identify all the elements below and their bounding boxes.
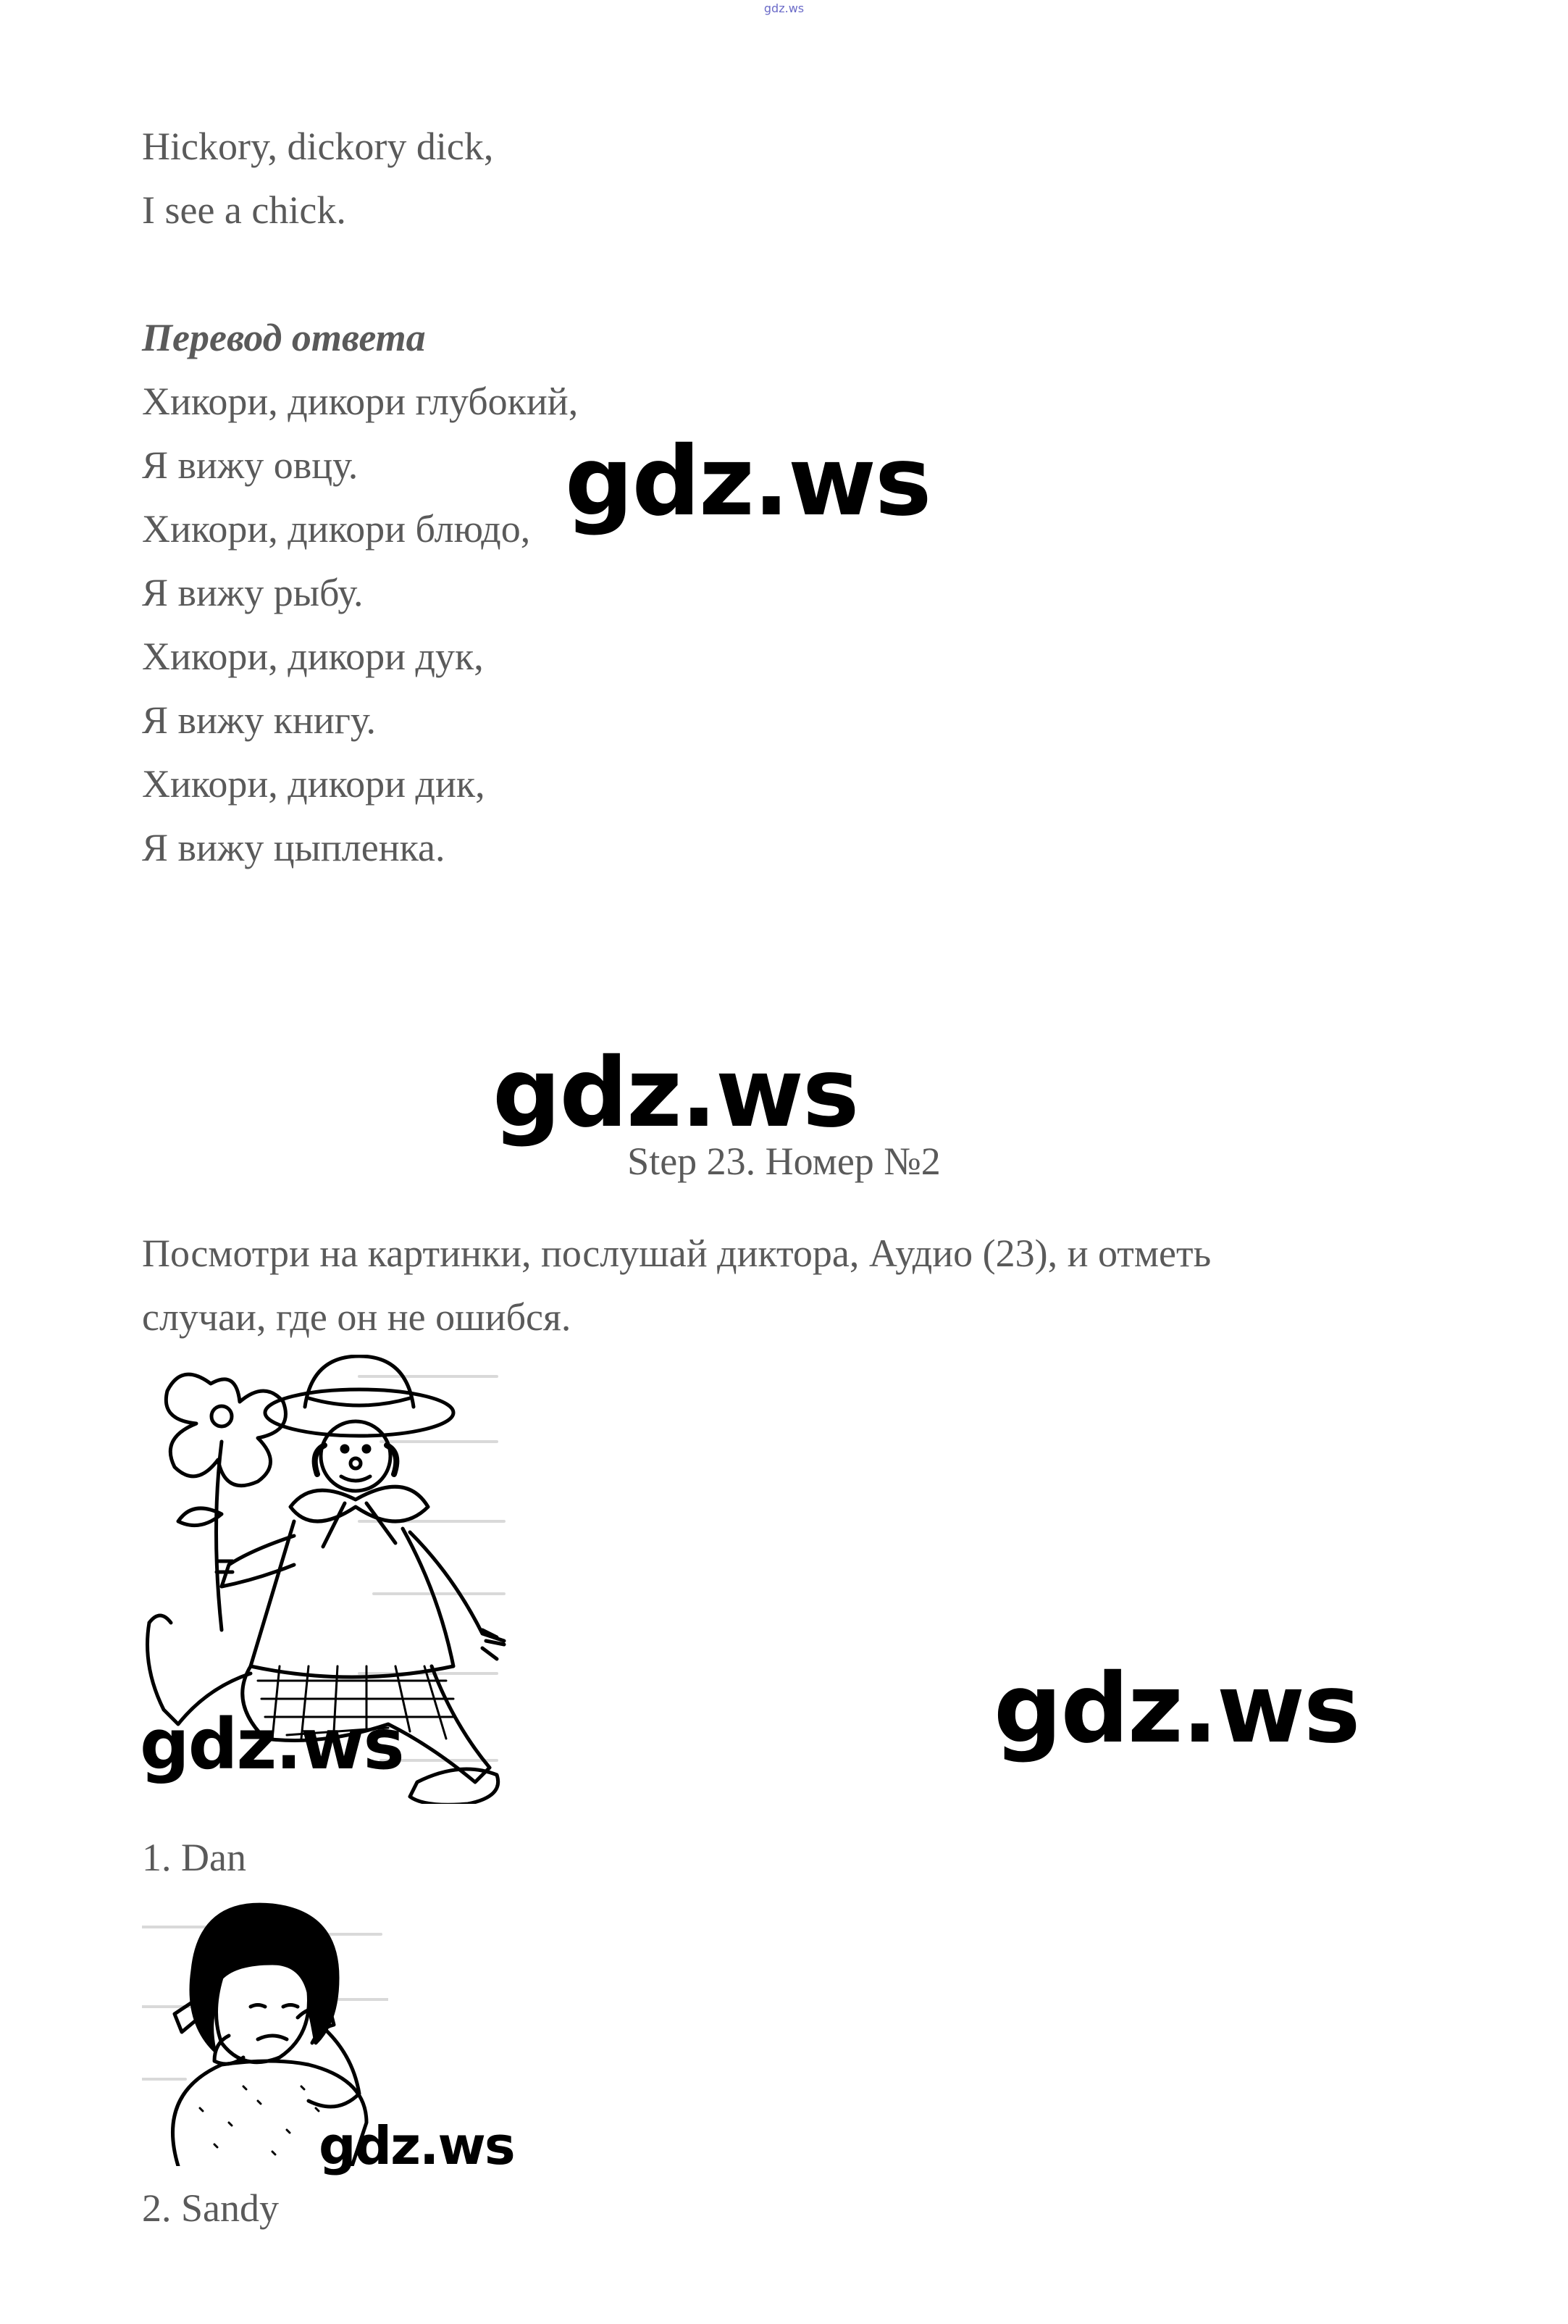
exercise-title: Step 23. Номер №2	[627, 1140, 941, 1183]
watermark: gdz.ws	[140, 1704, 403, 1785]
translation-line: Я вижу рыбу.	[142, 571, 364, 614]
translation-line: Я вижу цыпленка.	[142, 826, 445, 869]
exercise-instruction-line: Посмотри на картинки, послушай диктора, Аудио (23), и отметь	[142, 1232, 1212, 1275]
poem-line: Hickory, dickory dick,	[142, 125, 494, 168]
translation-line: Хикори, дикори дук,	[142, 635, 484, 678]
watermark: gdz.ws	[565, 426, 931, 538]
item-caption-sandy: 2. Sandy	[142, 2186, 279, 2230]
translation-line: Хикори, дикори глубокий,	[142, 380, 579, 423]
translation-line: Хикори, дикори блюдо,	[142, 507, 531, 551]
watermark: gdz.ws	[319, 2115, 514, 2176]
translation-line: Хикори, дикори дик,	[142, 762, 485, 806]
translation-line: Я вижу книгу.	[142, 698, 376, 742]
translation-heading: Перевод ответа	[142, 316, 426, 359]
translation-line: Я вижу овцу.	[142, 443, 359, 487]
poem-line: I see a chick.	[142, 188, 346, 232]
exercise-instruction-line: случаи, где он не ошибся.	[142, 1295, 571, 1339]
top-watermark-text: gdz.ws	[763, 1, 805, 15]
watermark: gdz.ws	[492, 1037, 858, 1149]
watermark: gdz.ws	[994, 1653, 1359, 1765]
item-caption-dan: 1. Dan	[142, 1836, 246, 1879]
